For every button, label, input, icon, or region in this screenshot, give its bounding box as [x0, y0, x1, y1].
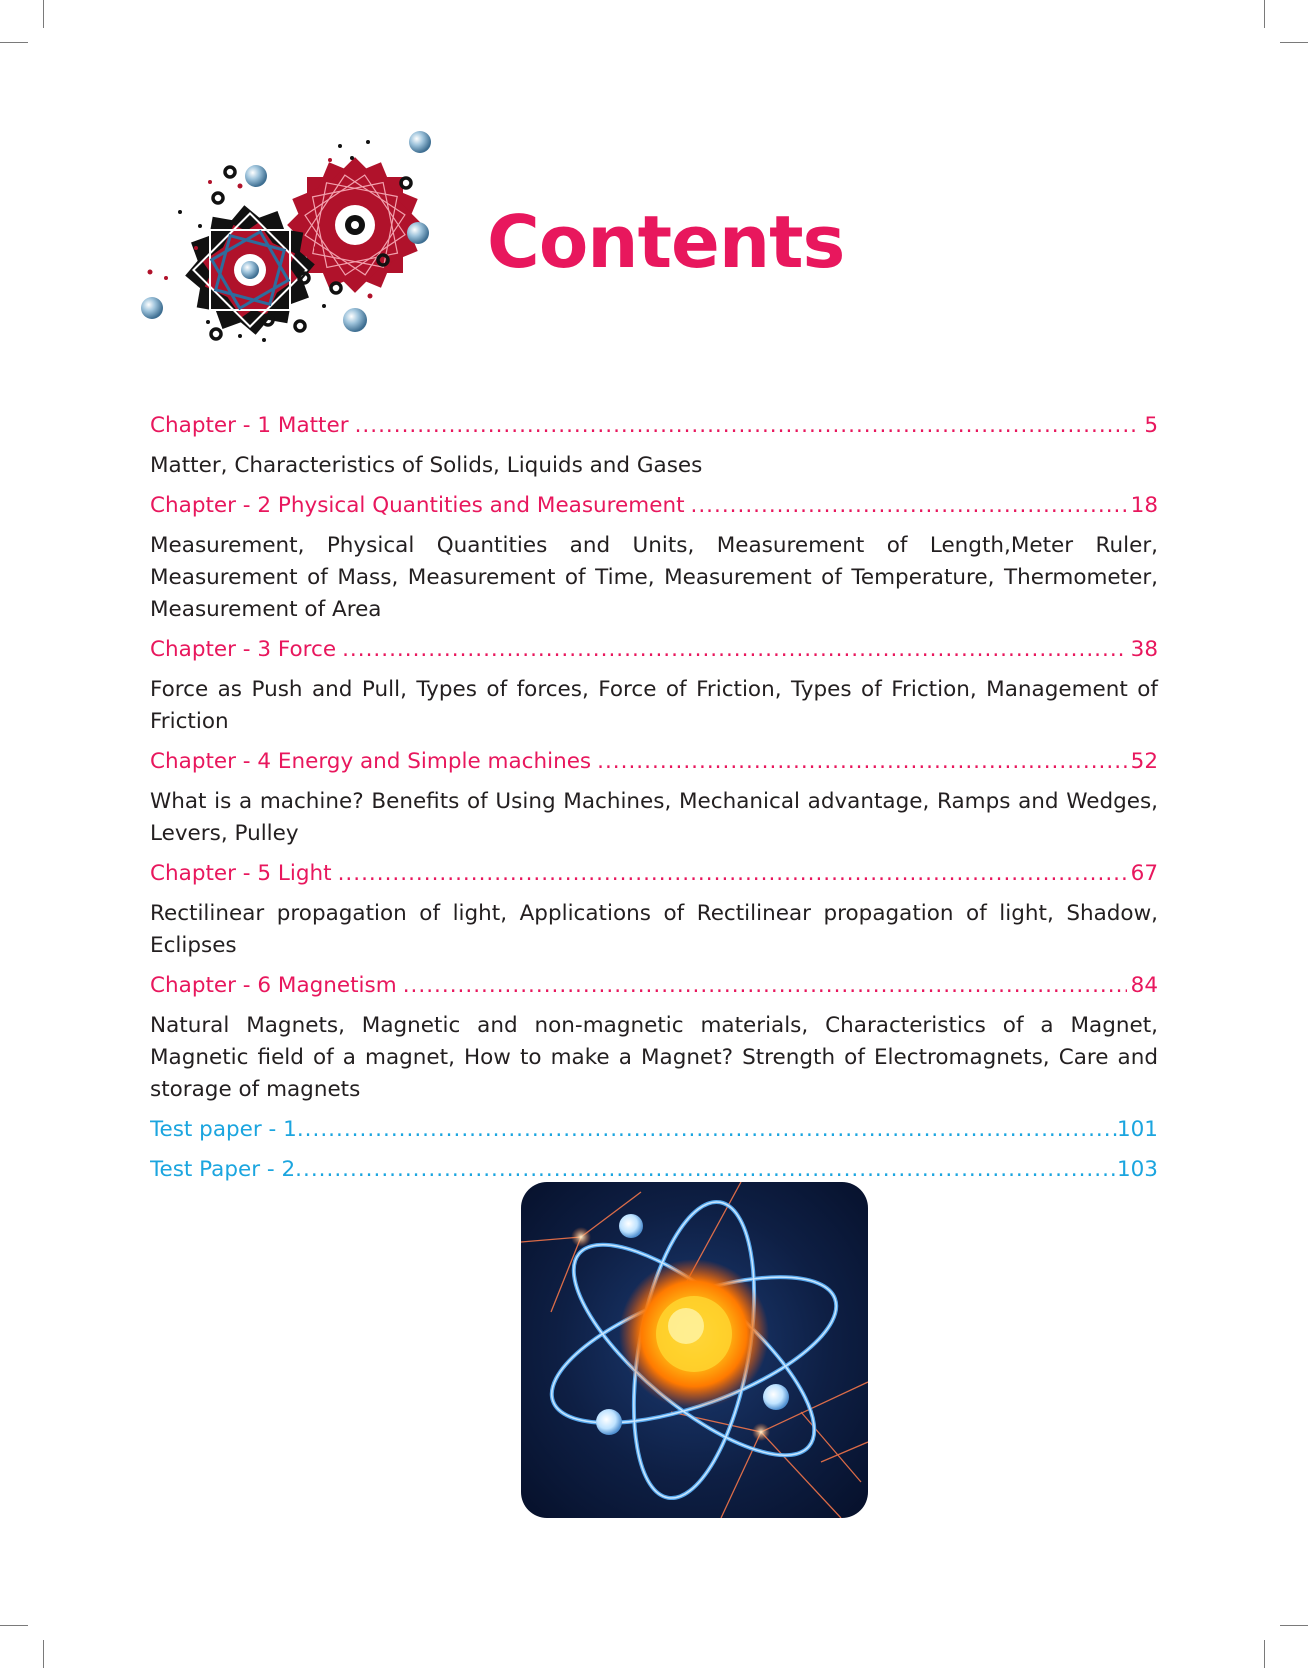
toc-entry-chapter-2[interactable] — [150, 490, 1158, 522]
toc-entry-chapter-3[interactable] — [150, 634, 1158, 666]
crop-mark — [1280, 1625, 1308, 1626]
table-of-contents — [150, 410, 1158, 1194]
toc-entry-label: Chapter - 2 Physical Quantities and Measurement — [150, 493, 685, 518]
chapter-topics: Matter, Characteristics of Solids, Liquids and Gases — [150, 453, 703, 478]
leader-dots — [342, 634, 1127, 666]
toc-entry-page: 52 — [1130, 749, 1158, 774]
crop-mark — [1264, 0, 1265, 28]
gear-mandala-icon — [140, 130, 470, 370]
atom-illustration — [521, 1182, 868, 1518]
leader-dots — [403, 970, 1127, 1002]
crop-mark — [0, 1625, 28, 1626]
toc-entry-chapter-5[interactable] — [150, 858, 1158, 890]
toc-entry-page: 101 — [1116, 1117, 1158, 1142]
leader-dots — [355, 410, 1141, 442]
chapter-topics: What is a machine? Benefits of Using Machines, Mechanical advantage, Ramps and Wedges, Levers, Pulley — [150, 789, 1158, 846]
toc-entry-page: 84 — [1130, 973, 1158, 998]
leader-dots — [297, 1114, 1117, 1146]
atom-icon — [521, 1182, 868, 1518]
chapter-topics: Measurement, Physical Quantities and Units, Measurement of Length,Meter Ruler, Measurement of Mass, Measurement of Time, Measurement of Temperature, Thermometer, Measurement of Area — [150, 533, 1158, 622]
toc-entry-label: Chapter - 6 Magnetism — [150, 973, 397, 998]
toc-entry-label: Chapter - 1 Matter — [150, 413, 349, 438]
toc-entry-page: 38 — [1130, 637, 1158, 662]
toc-entry-chapter-1[interactable] — [150, 410, 1158, 442]
toc-entry-test-paper-1[interactable] — [150, 1114, 1158, 1146]
toc-entry-page: 18 — [1130, 493, 1158, 518]
toc-entry-page: 5 — [1144, 413, 1158, 438]
crop-mark — [43, 1640, 44, 1668]
crop-mark — [1264, 1640, 1265, 1668]
crop-mark — [43, 0, 44, 28]
crop-mark — [0, 42, 28, 43]
leader-dots — [597, 746, 1127, 778]
chapter-topics: Natural Magnets, Magnetic and non-magnetic materials, Characteristics of a Magnet, Magnetic field of a magnet, How to make a Magnet? Strength of Electromagnets, Care and storage of magnets — [150, 1013, 1158, 1102]
crop-mark — [1280, 42, 1308, 43]
toc-entry-label: Chapter - 3 Force — [150, 637, 337, 662]
toc-entry-page: 103 — [1116, 1157, 1158, 1182]
toc-entry-label: Test Paper - 2 — [150, 1157, 296, 1182]
toc-entry-page: 67 — [1130, 861, 1158, 886]
toc-entry-label: Test paper - 1 — [150, 1117, 297, 1142]
toc-entry-chapter-6[interactable] — [150, 970, 1158, 1002]
toc-entry-label: Chapter - 5 Light — [150, 861, 332, 886]
leader-dots — [338, 858, 1127, 890]
page-title: Contents — [487, 200, 845, 284]
toc-entry-label: Chapter - 4 Energy and Simple machines — [150, 749, 592, 774]
leader-dots — [691, 490, 1127, 522]
chapter-topics: Force as Push and Pull, Types of forces, Force of Friction, Types of Friction, Management of Friction — [150, 677, 1158, 734]
toc-entry-chapter-4[interactable] — [150, 746, 1158, 778]
chapter-topics: Rectilinear propagation of light, Applications of Rectilinear propagation of light, Shadow, Eclipses — [150, 901, 1158, 958]
